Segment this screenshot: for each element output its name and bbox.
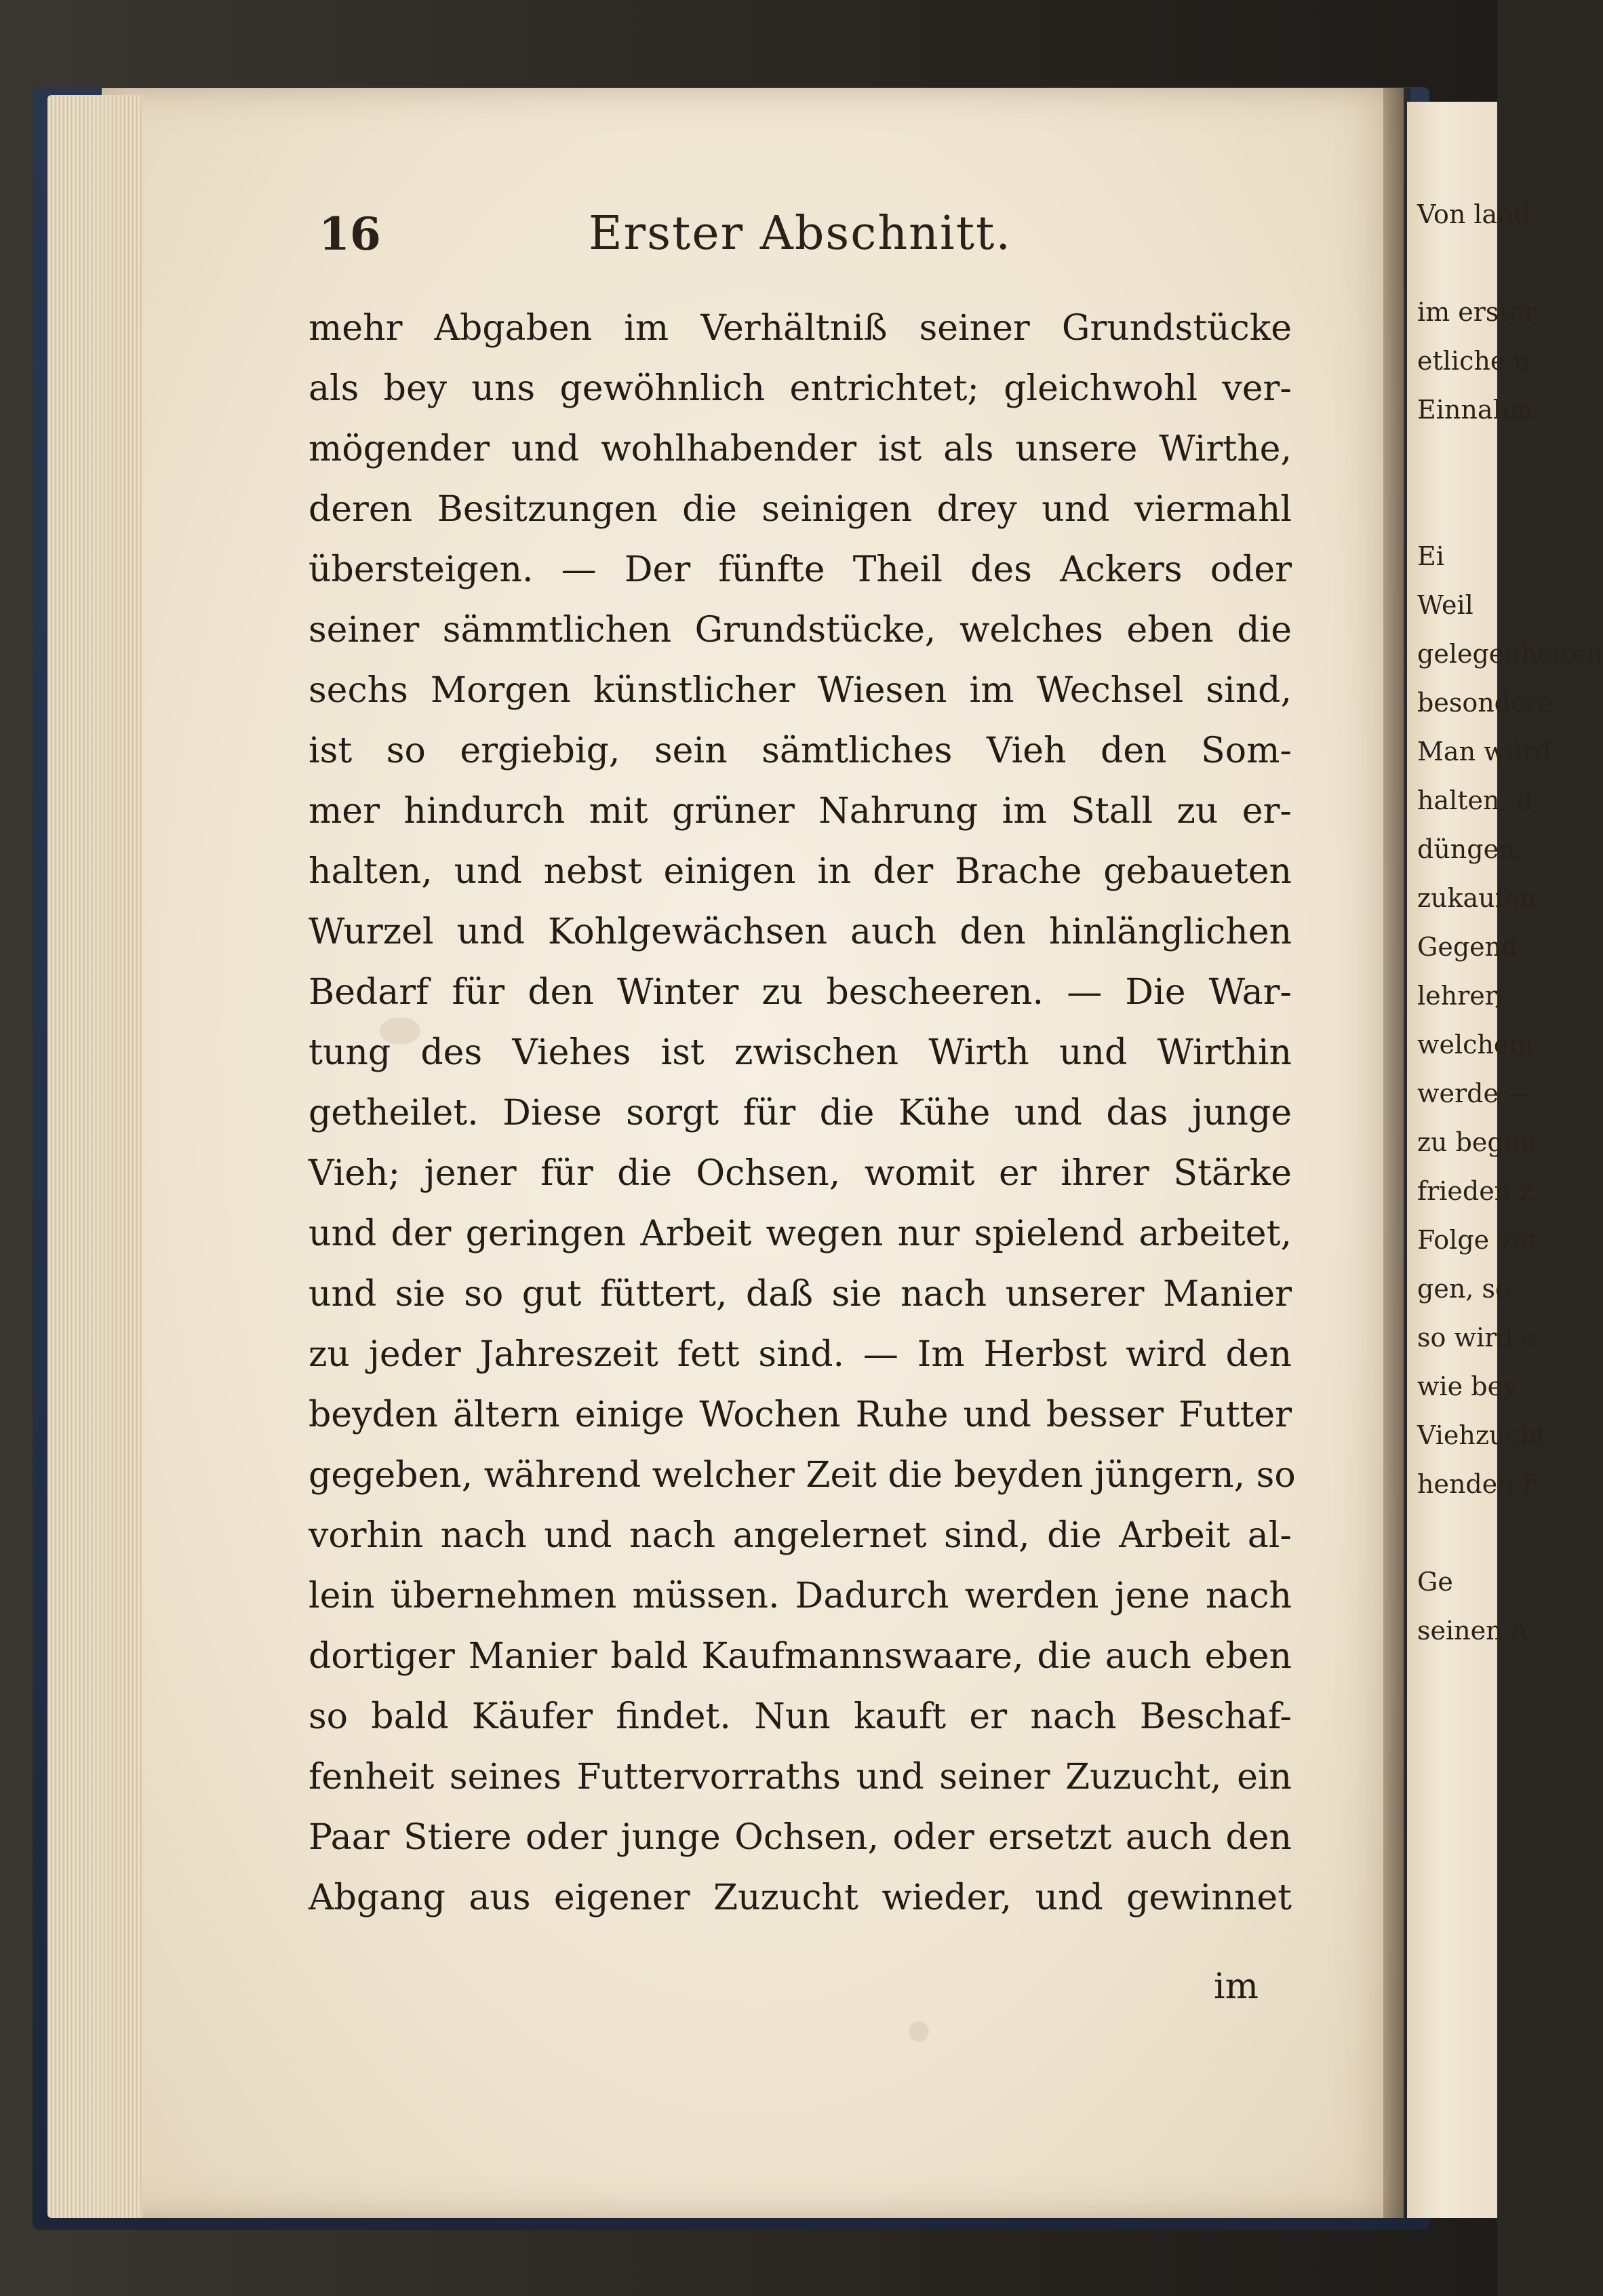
running-head: Erster Abschnitt. [589,207,1012,260]
facing-line: Weil [1417,590,1473,620]
facing-line: wie bey [1417,1371,1518,1401]
facing-line [1417,239,1495,288]
facing-line: gen, so [1417,1274,1511,1304]
facing-line: welchem [1417,1030,1534,1059]
text-line: fenheit seines Futtervorraths und seiner Zuzucht, ein [309,1757,1292,1797]
text-line: ist so ergiebig, sein sämtliches Vieh den Som- [309,731,1292,771]
facing-line: seinen A [1417,1616,1530,1646]
facing-line: Viehzucht [1417,1420,1547,1450]
text-line: halten, und nebst einigen in der Brache gebaueten [309,851,1292,892]
facing-line: düngen, [1417,834,1524,864]
facing-line: Ge [1417,1567,1453,1597]
body-text [309,298,1296,1928]
text-line: Paar Stiere oder junge Ochsen, oder ersetzt auch den [309,1817,1292,1858]
book-gutter [1383,88,1410,2218]
facing-line: gelegenheiten [1417,639,1603,669]
facing-line: Ei [1417,541,1444,571]
facing-line: zu begnü [1417,1127,1537,1157]
facing-line: Einnahm [1417,395,1535,425]
facing-line: besondere [1417,688,1554,718]
facing-line: Von land [1417,199,1530,229]
facing-line: Gegend [1417,932,1518,962]
text-line: Abgang aus eigener Zuzucht wieder, und gewinnet [309,1877,1292,1918]
facing-line: halten, d [1417,785,1532,815]
text-line: beyden ältern einige Wochen Ruhe und besser Futter [309,1395,1292,1435]
text-line: mögender und wohlhabender ist als unsere Wirthe, [309,429,1292,469]
facing-line: etliche u [1417,346,1530,376]
text-line: Vieh; jener für die Ochsen, womit er ihrer Stärke [309,1153,1292,1194]
paper-stain [909,2021,929,2042]
text-line: vorhin nach und nach angelernet sind, die Arbeit al- [309,1515,1292,1556]
facing-line: im erster [1417,297,1537,327]
text-line: tung des Viehes ist zwischen Wirth und Wirthin [309,1032,1292,1073]
text-line: gegeben, während welcher Zeit die beyden jüngern, so [309,1455,1296,1496]
text-line: Wurzel und Kohlgewächsen auch den hinlänglichen [309,912,1292,952]
facing-line [1417,1509,1495,1557]
text-line: zu jeder Jahreszeit fett sind. — Im Herbst wird den [309,1334,1292,1375]
text-line: getheilet. Diese sorgt für die Kühe und das junge [309,1093,1292,1133]
page-header [319,203,1282,265]
facing-page-text [1417,190,1603,1655]
text-line: und der geringen Arbeit wegen nur spielend arbeitet, [309,1213,1292,1254]
text-line: Bedarf für den Winter zu bescheeren. — Die War- [309,972,1292,1013]
text-line: seiner sämmtlichen Grundstücke, welches eben die [309,610,1292,650]
text-line: lein übernehmen müssen. Dadurch werden jene nach [309,1576,1292,1616]
text-line: so bald Käufer findet. Nun kauft er nach Beschaf- [309,1696,1292,1737]
text-line: mer hindurch mit grüner Nahrung im Stall zu er- [309,791,1292,832]
text-line: deren Besitzungen die seinigen drey und viermahl [309,489,1292,530]
text-line: als bey uns gewöhnlich entrichtet; gleichwohl ver- [309,368,1292,409]
facing-line: Man würd [1417,737,1551,766]
facing-line: zukaufen [1417,883,1537,913]
facing-line: henden F [1417,1469,1541,1499]
page-number: 16 [319,208,381,260]
catchword: im [1214,1966,1259,2007]
facing-line: Folge vor [1417,1225,1540,1255]
text-line: mehr Abgaben im Verhältniß seiner Grundstücke [309,308,1292,349]
text-line: übersteigen. — Der fünfte Theil des Ackers oder [309,549,1292,590]
facing-line: frieden z [1417,1176,1533,1206]
facing-line: lehrer, [1417,981,1503,1011]
facing-line: werde — [1417,1078,1533,1108]
text-line: und sie so gut füttert, daß sie nach unserer Manier [309,1274,1292,1315]
facing-line [1417,483,1495,532]
page-edges [47,95,142,2218]
facing-line [1417,434,1495,483]
text-line: sechs Morgen künstlicher Wiesen im Wechsel sind, [309,670,1292,711]
facing-line: so wird e [1417,1323,1537,1353]
text-line: dortiger Manier bald Kaufmannswaare, die auch eben [309,1636,1292,1677]
